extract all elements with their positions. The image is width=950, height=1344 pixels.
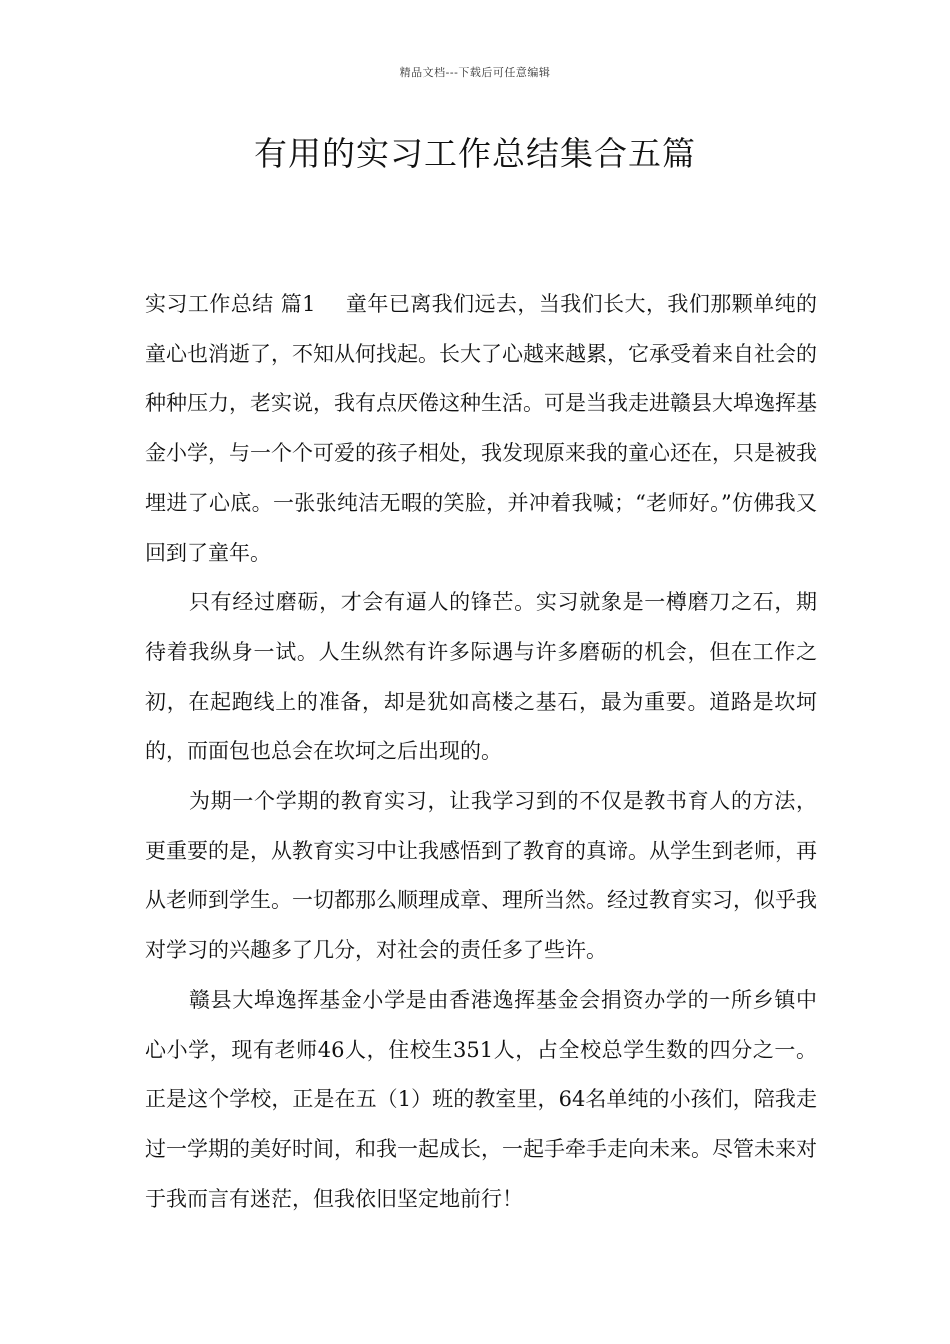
paragraph-3: 为期一个学期的教育实习，让我学习到的不仅是教书育人的方法，更重要的是，从教育实习中让我感悟到了教育的真谛。从学生到老师，再从老师到学生。一切都那么顺理成章、理所当然。经过教育实习，似乎我对学习的兴趣多了几分，对社会的责任多了些许。 — [145, 789, 817, 963]
document-body — [145, 280, 817, 1224]
document-title: 有用的实习工作总结集合五篇 — [254, 134, 696, 173]
paragraph-4: 赣县大埠逸挥基金小学是由香港逸挥基金会捐资办学的一所乡镇中心小学，现有老师46人，住校生351人，占全校总学生数的四分之一。正是这个学校，正是在五（1）班的教室里，64名单纯的小孩们，陪我走过一学期的美好时间，和我一起成长，一起手牵手走向未来。尽管未来对于我而言有迷茫，但我依旧坚定地前行！ — [145, 987, 817, 1211]
paragraph-1 — [145, 280, 817, 578]
paragraph-2: 只有经过磨砺，才会有逼人的锋芒。实习就象是一樽磨刀之石，期待着我纵身一试。人生纵然有许多际遇与许多磨砺的机会，但在工作之初，在起跑线上的准备，却是犹如高楼之基石，最为重要。道路是坎坷的，而面包也总会在坎坷之后出现的。 — [145, 590, 817, 764]
header-note: 精品文档---下载后可任意编辑 — [399, 66, 551, 79]
paragraph-1-text: 童年已离我们远去，当我们长大，我们那颗单纯的童心也消逝了，不知从何找起。长大了心越来越累，它承受着来自社会的种种压力，老实说，我有点厌倦这种生活。可是当我走进赣县大埠逸挥基金小学，与一个个可爱的孩子相处，我发现原来我的童心还在，只是被我埋进了心底。一张张纯洁无暇的笑脸，并冲着我喊；“老师好。”仿佛我又回到了童年。 — [145, 292, 817, 565]
section-label: 实习工作总结 篇1 — [145, 292, 316, 316]
